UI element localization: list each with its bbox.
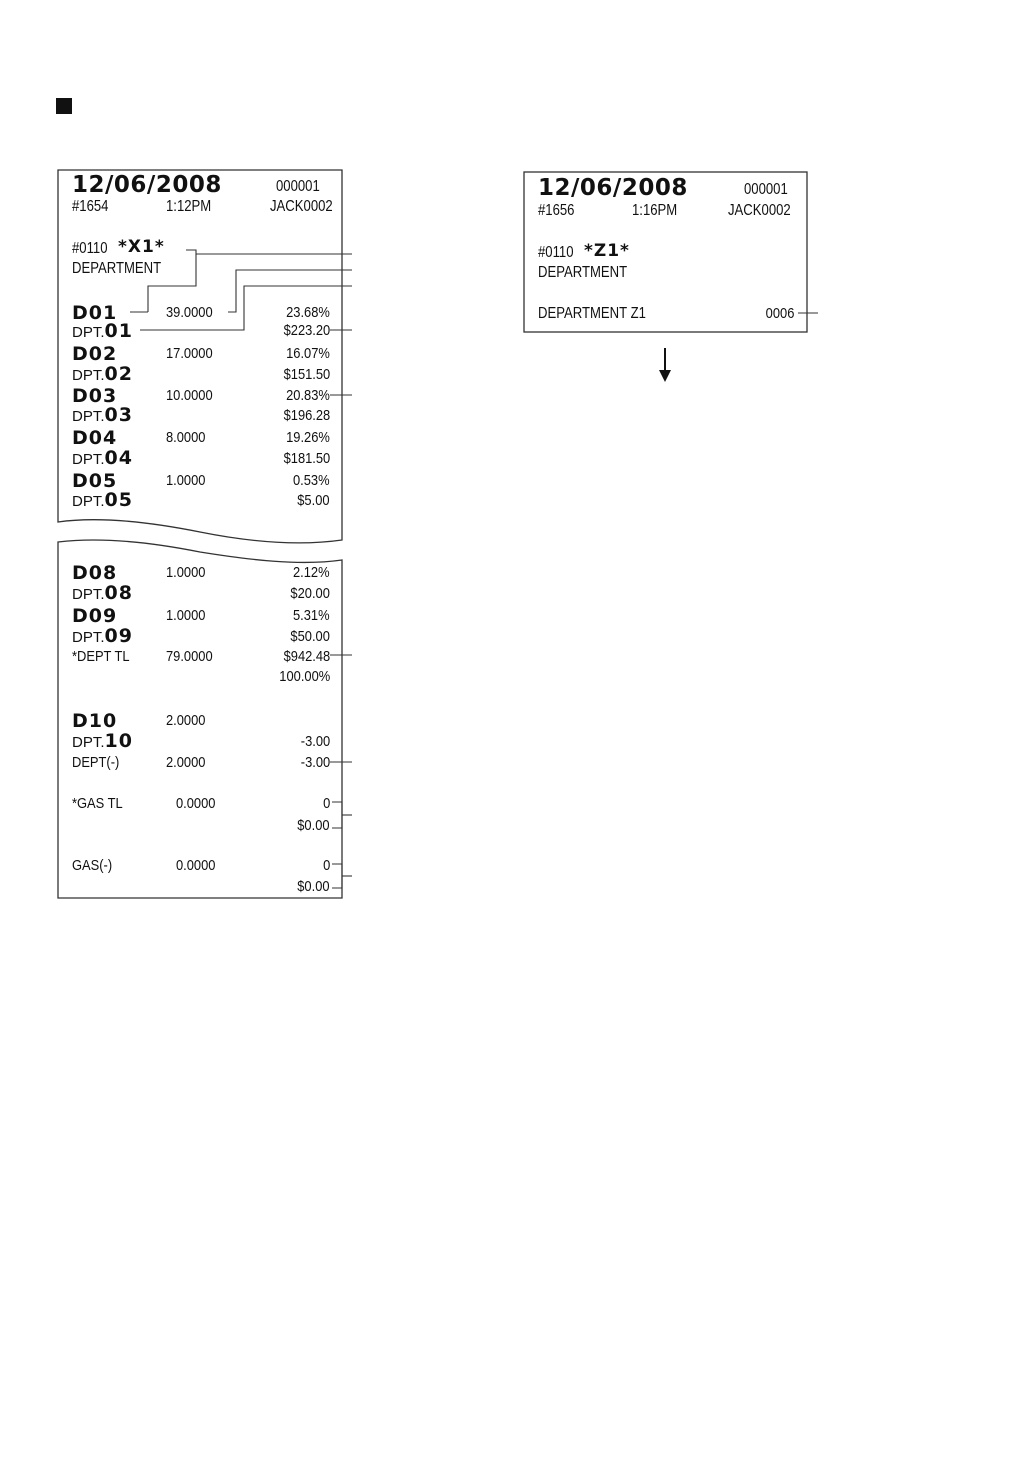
dept-qty: 1.0000 (166, 564, 206, 581)
x1-report-code: #0110 (72, 240, 108, 257)
dept-code: D03 (72, 385, 118, 407)
dept-name: DPT.03 (72, 404, 133, 426)
dept-qty: 10.0000 (166, 387, 213, 404)
dept-minus-label: DEPT(-) (72, 754, 120, 771)
dept-amount: $20.00 (290, 585, 330, 602)
dept-amount: $181.50 (283, 450, 330, 467)
dept-name: DPT.02 (72, 363, 133, 385)
dept-percent: 5.31% (293, 607, 330, 624)
dept-name: DPT.09 (72, 625, 133, 647)
dept-percent: 23.68% (286, 304, 330, 321)
z1-date: 12/06/2008 (538, 175, 688, 201)
dept-amount: -3.00 (300, 733, 330, 750)
dept-code: D09 (72, 605, 118, 627)
gas-total-count: 0 (322, 795, 330, 812)
dept-percent: 2.12% (293, 564, 330, 581)
dept-name: DPT.08 (72, 582, 133, 604)
dept-qty: 2.0000 (166, 712, 206, 729)
dept-name: DPT.01 (72, 320, 133, 342)
arrow-down-icon (659, 348, 671, 382)
dept-qty: 1.0000 (166, 472, 206, 489)
gas-minus-qty: 0.0000 (176, 857, 216, 874)
x1-date: 12/06/2008 (72, 172, 222, 198)
dept-name: DPT.05 (72, 489, 133, 511)
z1-receipt-number: 000001 (744, 181, 788, 198)
dept-total-label: *DEPT TL (72, 648, 130, 665)
x1-clerk: JACK0002 (270, 198, 333, 215)
x1-receipt-number: 000001 (276, 178, 320, 195)
dept-percent: 16.07% (286, 345, 330, 362)
dept-name: DPT.10 (72, 730, 133, 752)
dept-amount: $151.50 (283, 366, 330, 383)
gas-total-label: *GAS TL (72, 795, 123, 812)
gas-minus-amount: $0.00 (297, 878, 330, 895)
dept-qty: 1.0000 (166, 607, 206, 624)
z1-time: 1:16PM (632, 202, 678, 219)
dept-total-amount: $942.48 (283, 648, 330, 665)
dept-minus-qty: 2.0000 (166, 754, 206, 771)
z1-report-title: DEPARTMENT (538, 264, 628, 281)
dept-code: D05 (72, 470, 118, 492)
x1-consecutive-number: #1654 (72, 198, 109, 215)
dept-code: D02 (72, 343, 118, 365)
dept-amount: $196.28 (283, 407, 330, 424)
dept-code: D04 (72, 427, 118, 449)
dept-code: D01 (72, 302, 118, 324)
dept-percent: 19.26% (286, 429, 330, 446)
gas-minus-label: GAS(-) (72, 857, 113, 874)
dept-minus-amount: -3.00 (300, 754, 330, 771)
dept-name: DPT.04 (72, 447, 133, 469)
z1-counter-label: DEPARTMENT Z1 (538, 305, 646, 322)
gas-minus-count: 0 (322, 857, 330, 874)
dept-total-qty: 79.0000 (166, 648, 213, 665)
dept-qty: 8.0000 (166, 429, 206, 446)
dept-amount: $223.20 (283, 322, 330, 339)
dept-qty: 39.0000 (166, 304, 213, 321)
z1-report-mode: *Z1* (584, 241, 630, 261)
gas-total-qty: 0.0000 (176, 795, 216, 812)
x1-report-mode: *X1* (118, 237, 165, 257)
z1-clerk: JACK0002 (728, 202, 791, 219)
dept-total-percent: 100.00% (279, 668, 330, 685)
x1-report-title: DEPARTMENT (72, 260, 162, 277)
gas-total-amount: $0.00 (297, 817, 330, 834)
z1-counter-value: 0006 (765, 305, 794, 322)
dept-percent: 20.83% (286, 387, 330, 404)
dept-amount: $5.00 (297, 492, 330, 509)
dept-amount: $50.00 (290, 628, 330, 645)
dept-code: D10 (72, 710, 118, 732)
x1-time: 1:12PM (166, 198, 212, 215)
z1-consecutive-number: #1656 (538, 202, 575, 219)
z1-report-code: #0110 (538, 244, 574, 261)
dept-qty: 17.0000 (166, 345, 213, 362)
dept-code: D08 (72, 562, 118, 584)
dept-percent: 0.53% (293, 472, 330, 489)
